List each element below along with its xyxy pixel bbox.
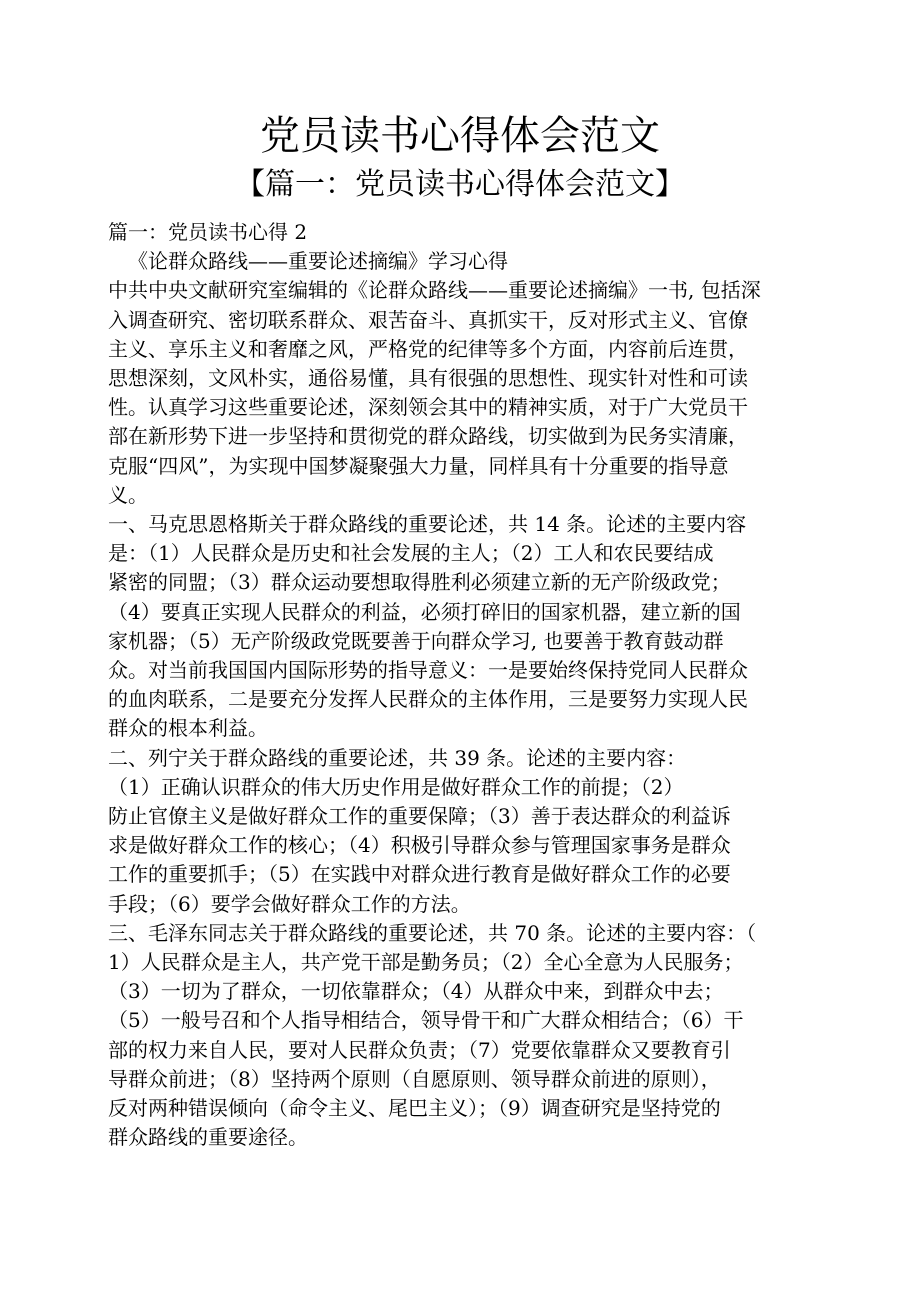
body-line: 部的权力来自人民，要对人民群众负责；（7）党要依靠群众又要教育引 <box>108 1037 731 1062</box>
body-line: 群众路线的重要途径。 <box>108 1125 308 1150</box>
body-line: 《论群众路线——重要论述摘编》学习心得 <box>128 249 508 274</box>
page-subtitle: 【篇一：党员读书心得体会范文】 <box>235 167 685 202</box>
body-line: （5）一般号召和个人指导相结合，领导骨干和广大群众相结合；（6）干 <box>108 1008 744 1033</box>
body-line: 克服“四风”，为实现中国梦凝聚强大力量，同样具有十分重要的指导意 <box>108 453 729 478</box>
body-line: （4）要真正实现人民群众的利益，必须打碎旧的国家机器，建立新的国 <box>108 599 741 624</box>
body-line: 篇一：党员读书心得 2 <box>108 220 308 244</box>
body-line: 入调查研究、密切联系群众、艰苦奋斗、真抓实干，反对形式主义、官僚 <box>108 307 748 332</box>
body-line: 三、毛泽东同志关于群众路线的重要论述，共 70 条。论述的主要内容：（ <box>108 920 757 945</box>
body-line: 义。 <box>108 482 148 507</box>
body-line: 主义、享乐主义和奢靡之风，严格党的纪律等多个方面，内容前后连贯， <box>108 336 748 361</box>
body-line: （1）正确认识群众的伟大历史作用是做好群众工作的前提；（2） <box>108 774 684 799</box>
body-line: 导群众前进；（8）坚持两个原则（自愿原则、领导群众前进的原则）， <box>108 1066 721 1091</box>
body-line: 防止官僚主义是做好群众工作的重要保障；（3）善于表达群众的利益诉 <box>108 804 731 829</box>
body-line: 性。认真学习这些重要论述，深刻领会其中的精神实质，对于广大党员干 <box>108 395 748 420</box>
body-line: 中共中央文献研究室编辑的《论群众路线——重要论述摘编》一书, 包括深 <box>108 278 761 303</box>
body-line: 反对两种错误倾向（命令主义、尾巴主义）；（9）调查研究是坚持党的 <box>108 1096 721 1121</box>
body-line: 是：（1）人民群众是历史和社会发展的主人；（2）工人和农民要结成 <box>108 541 714 566</box>
body-line: （3）一切为了群众，一切依靠群众；（4）从群众中来，到群众中去； <box>108 979 724 1004</box>
body-line: 思想深刻，文风朴实，通俗易懂，具有很强的思想性、现实针对性和可读 <box>108 366 748 391</box>
body-line: 二、列宁关于群众路线的重要论述，共 39 条。论述的主要内容： <box>108 745 687 770</box>
body-line: 手段；（6）要学会做好群众工作的方法。 <box>108 891 471 916</box>
body-line: 1）人民群众是主人，共产党干部是勤务员；（2）全心全意为人民服务； <box>108 950 744 975</box>
body-line: 部在新形势下进一步坚持和贯彻党的群众路线，切实做到为民务实清廉， <box>108 424 748 449</box>
body-line: 紧密的同盟；（3）群众运动要想取得胜利必须建立新的无产阶级政党； <box>108 570 731 595</box>
body-line: 一、马克思恩格斯关于群众路线的重要论述，共 14 条。论述的主要内容 <box>108 512 747 537</box>
body-line: 众。对当前我国国内国际形势的指导意义：一是要始终保持党同人民群众 <box>108 658 748 683</box>
body-line: 求是做好群众工作的核心；（4）积极引导群众参与管理国家事务是群众 <box>108 833 731 858</box>
body-line: 群众的根本利益。 <box>108 716 268 741</box>
body-line: 家机器；（5）无产阶级政党既要善于向群众学习, 也要善于教育鼓动群 <box>108 628 724 653</box>
page-title: 党员读书心得体会范文 <box>260 113 660 159</box>
body-line: 的血肉联系，二是要充分发挥人民群众的主体作用，三是要努力实现人民 <box>108 687 748 712</box>
body-line: 工作的重要抓手；（5）在实践中对群众进行教育是做好群众工作的必要 <box>108 862 731 887</box>
document-body <box>108 218 808 1153</box>
